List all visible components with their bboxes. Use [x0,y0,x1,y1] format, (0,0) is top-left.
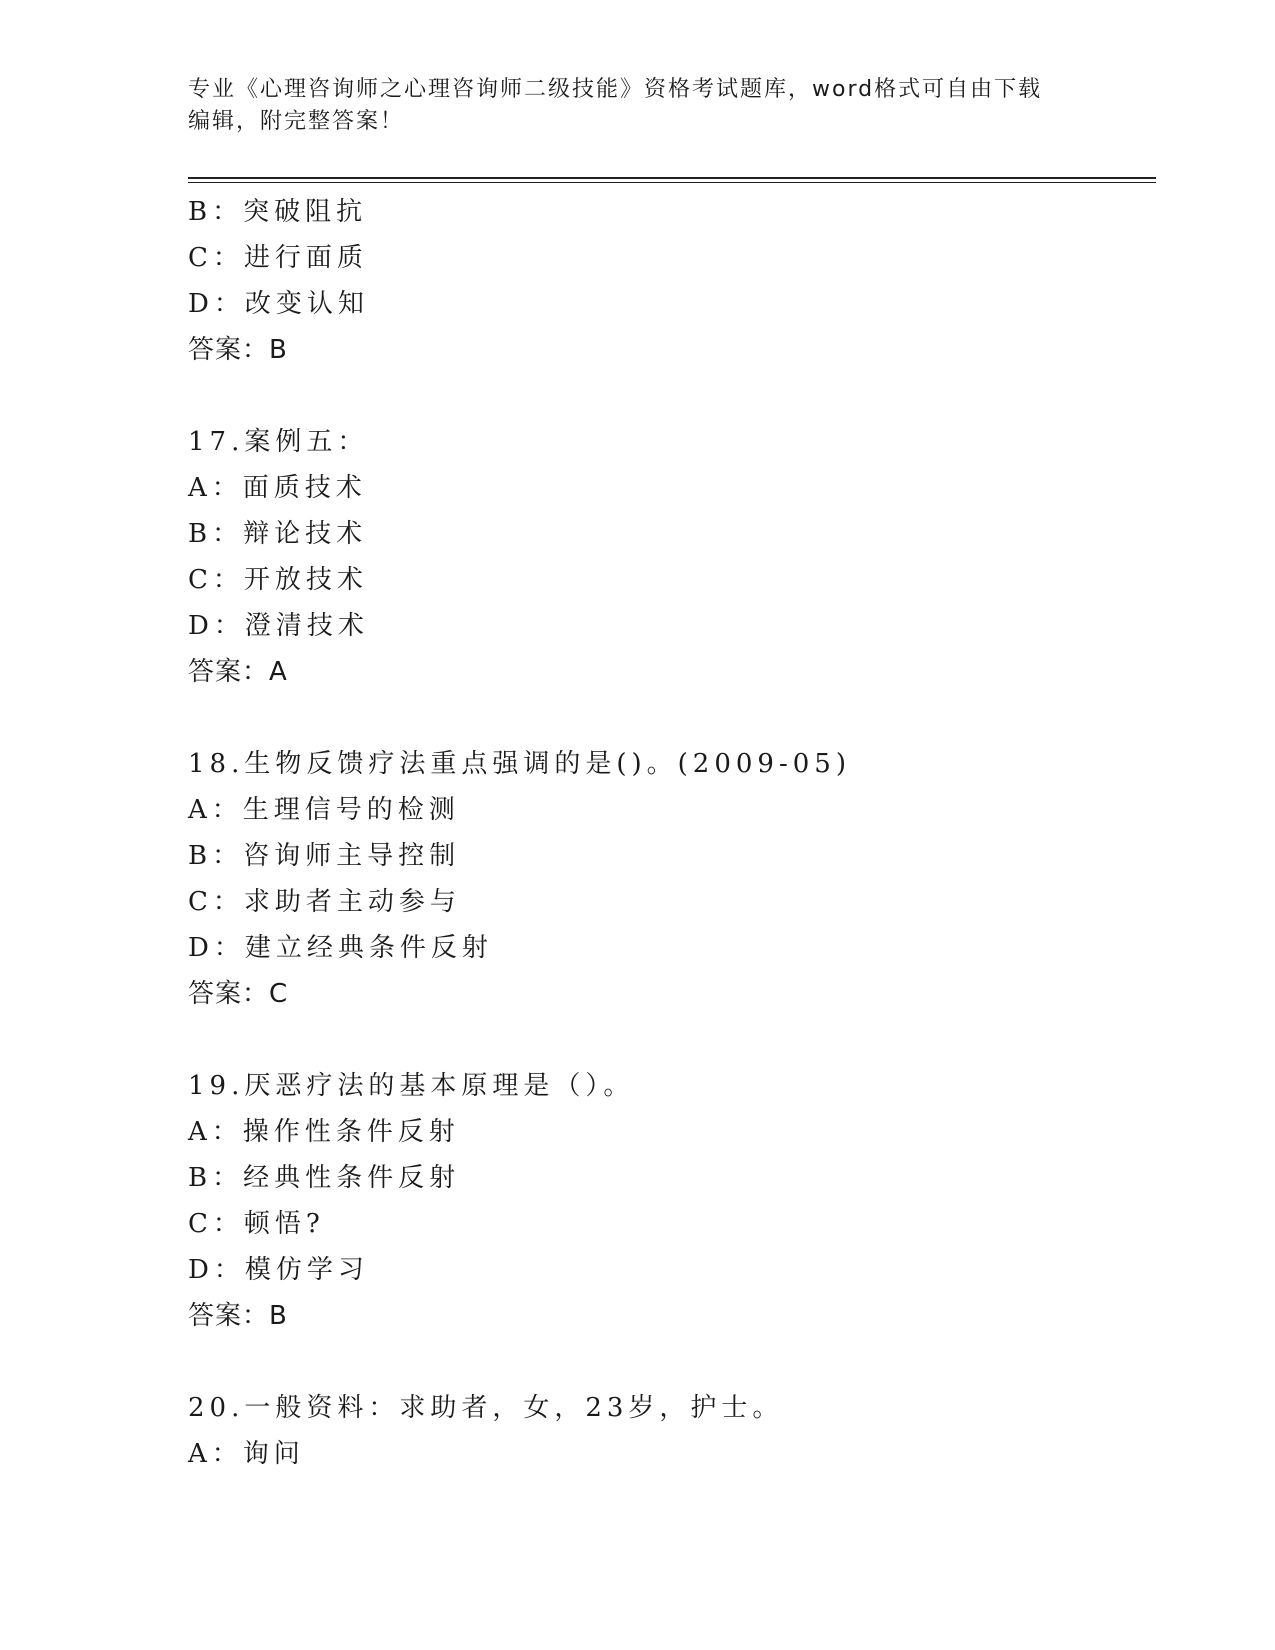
answer: 答案：B [188,1301,288,1331]
document-header [188,74,1088,138]
option-d: D：模仿学习 [188,1255,369,1285]
question-text: 19.厌恶疗法的基本原理是（）。 [188,1071,635,1101]
spacer [188,373,1148,419]
header-line-2: 编辑，附完整答案！ [188,109,405,134]
option-c: C：开放技术 [188,565,368,595]
option-c: C：求助者主动参与 [188,887,461,917]
option-c: C：顿悟? [188,1209,325,1239]
spacer [188,695,1148,741]
option-b: B：辩论技术 [188,519,368,549]
answer: 答案：C [188,979,289,1009]
question-text: 20.一般资料：求助者，女，23岁，护士。 [188,1393,784,1423]
header-divider-thick [188,177,1156,179]
option-d: D：澄清技术 [188,611,369,641]
answer: 答案：B [188,335,288,365]
question-text: 18.生物反馈疗法重点强调的是()。(2009-05) [188,749,851,779]
option-b: B：经典性条件反射 [188,1163,461,1193]
question-list [188,189,1148,1477]
option-a: A：面质技术 [188,473,367,503]
option-d: D：建立经典条件反射 [188,933,493,963]
option-c: C：进行面质 [188,243,368,273]
spacer [188,1017,1148,1063]
question-19 [188,1063,1148,1339]
option-a: A：询问 [188,1439,305,1469]
question-20 [188,1385,1148,1477]
question-18 [188,741,1148,1017]
question-16 [188,189,1148,373]
question-17 [188,419,1148,695]
question-text: 17.案例五： [188,427,369,457]
option-a: A：生理信号的检测 [188,795,460,825]
option-b: B：突破阻抗 [188,197,368,227]
spacer [188,1339,1148,1385]
header-line-1: 专业《心理咨询师之心理咨询师二级技能》资格考试题库，word格式可自由下载 [188,77,1043,102]
option-a: A：操作性条件反射 [188,1117,460,1147]
option-b: B：咨询师主导控制 [188,841,461,871]
answer: 答案：A [188,657,288,687]
header-divider-thin [188,182,1156,183]
option-d: D：改变认知 [188,289,369,319]
